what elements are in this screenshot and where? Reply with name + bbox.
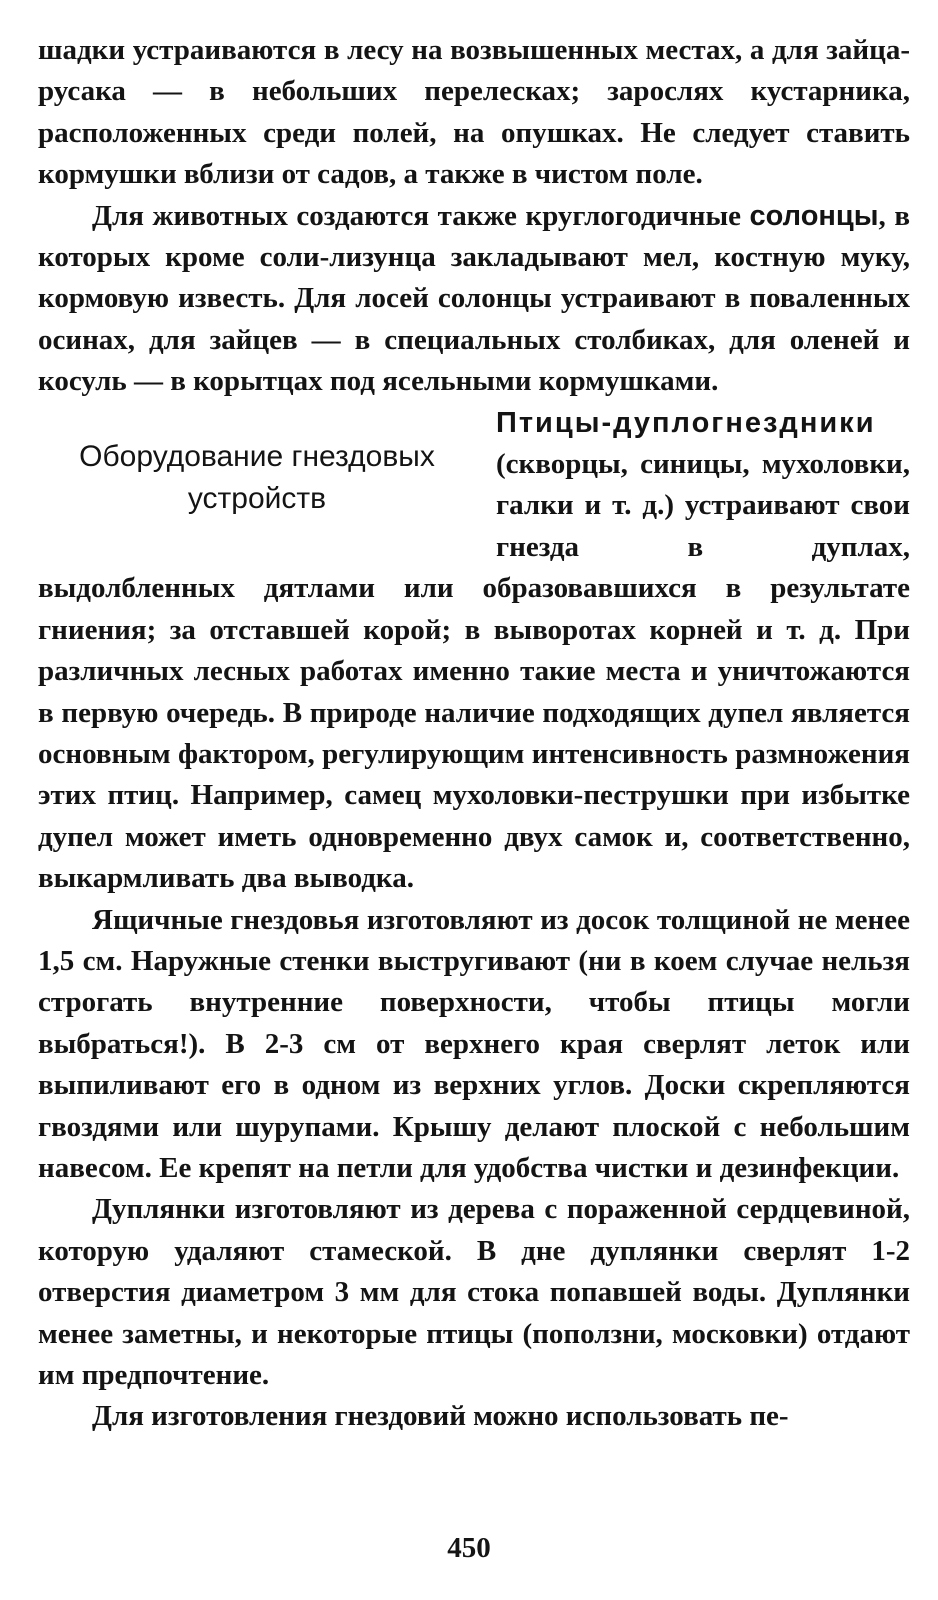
section-heading (38, 413, 476, 543)
term-salt-licks: солонцы (749, 199, 879, 232)
paragraph-salt-licks (38, 196, 910, 403)
term-cavity-nesters: Птицы-дуплогнездники (496, 406, 876, 439)
page-number: 450 (447, 1532, 491, 1564)
paragraph-feeders-placement: шадки устраиваются в лесу на возвышенных местах, а для зайца-русака — в небольших перелесках; зарослях кустарника, расположенных среди полей, на опушках. Не следует ставить кормушки вблизи от садов, а также в чистом поле. (38, 34, 910, 191)
paragraph-text: (скворцы, синицы, мухоловки, галки и т. д.) устраивают свои гнезда в дуплах, выдолбленных дятлами или образовавшихся в результате гниения; за отставшей корой; в выворотах корней и т. д. При различных лесных работах именно такие места и уничтожаются в первую очередь. В природе наличие подходящих дупел является основным фактором, регулирующим интенсивность размножения этих птиц. Например, самец мухоловки-пеструшки при избытке дупел может иметь одновременно двух самок и, соответственно, выкармливать два выводка. (38, 448, 910, 895)
paragraph-materials: Для изготовления гнездовий можно использовать пе- (92, 1400, 789, 1433)
section-heading-line: устройств (187, 481, 327, 515)
paragraph-hollow-logs: Дуплянки изготовляют из дерева с пораженной сердцевиной, которую удаляют стамеской. В дне дуплянки сверлят 1-2 отверстия диаметром 3 мм для стока попавшей воды. Дуплянки менее заметны, и некоторые птицы (поползни, московки) отдают им предпочтение. (38, 1193, 910, 1391)
section-heading-line: Оборудование гнездовых (79, 439, 435, 473)
paragraph-nest-boxes: Ящичные гнездовья изготовляют из досок толщиной не менее 1,5 см. Наружные стенки выстругивают (ни в коем случае нельзя строгать внутренние поверхности, чтобы птицы могли выбраться!). В 2-3 см от верхнего края сверлят леток или выпиливают его в одном из верхних углов. Доски скрепляются гвоздями или шурупами. Крышу делают плоской с небольшим навесом. Ее крепят на петли для удобства чистки и дезинфекции. (38, 903, 910, 1184)
paragraph-text: , в которых кроме соли-лизунца закладывают мел, костную муку, кормовую известь. Для лосей солонцы устраивают в поваленных осинах, для зайцев — в специальных столбиках, для оленей и косуль — в корытцах под ясельными кормушками. (38, 199, 910, 398)
paragraph-text: Для животных создаются также круглогодичные (92, 199, 750, 232)
page-text (38, 30, 910, 1438)
